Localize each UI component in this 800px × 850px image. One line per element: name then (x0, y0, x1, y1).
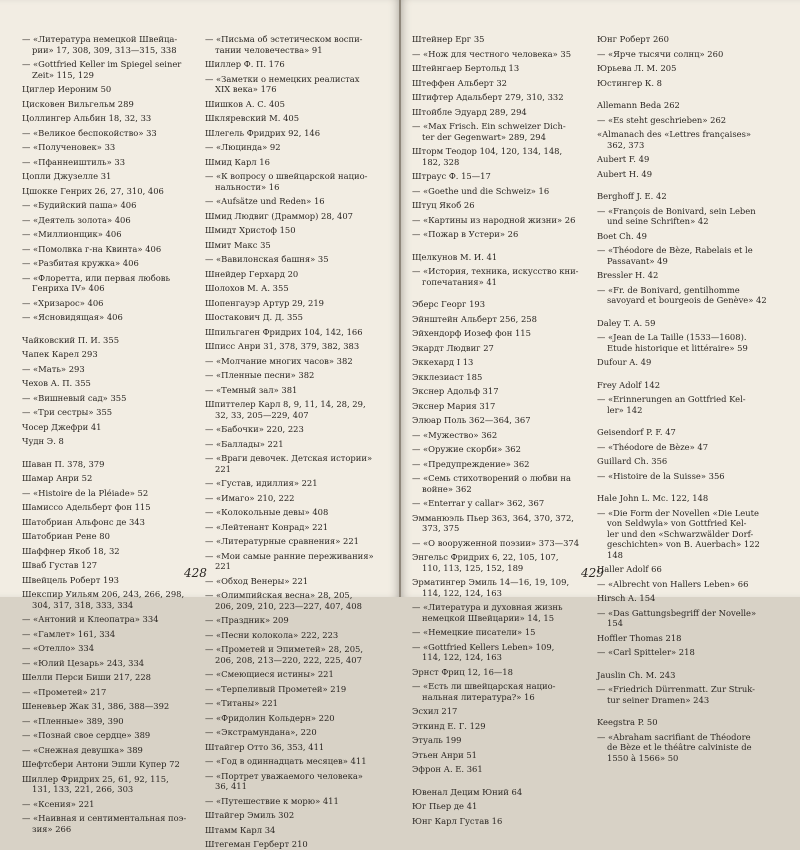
index-entry-line: Frey Adolf 142 (597, 379, 661, 390)
index-entry-line: 182, 328 (422, 156, 460, 167)
index-entry-line: 206, 209, 210, 223—227, 407, 408 (215, 600, 362, 611)
index-entry-line: — «Goethe und die Schweiz» 16 (412, 185, 550, 196)
index-entry-line: — «Ксения» 221 (22, 798, 95, 809)
index-entry-line: — «Вишневый сад» 355 (22, 392, 127, 403)
index-entry-line: Шкляревский М. 405 (205, 113, 300, 123)
index-entry-line: — «Имаго» 210, 222 (205, 492, 295, 503)
index-entry-line: — «Гамлет» 161, 334 (22, 628, 116, 639)
index-entry-line: Шолохов М. А. 355 (205, 283, 289, 293)
index-entry-line: Щелкунов М. И. 41 (412, 251, 498, 262)
left-page (0, 0, 399, 849)
index-entry-line: — «Предупреждение» 362 (412, 458, 530, 469)
index-entry-line: tur seiner Dramen» 243 (607, 694, 710, 705)
index-entry-line: — «Помолвка г-на Квинта» 406 (22, 243, 162, 254)
index-entry-line: Hale John L. Mc. 122, 148 (597, 493, 709, 503)
index-entry-line: de Bèze et le théâtre calviniste de (607, 742, 752, 752)
index-entry-line: — «Пожар в Устери» 26 (412, 229, 519, 239)
section-gap (412, 287, 586, 295)
index-entry-line: 154 (607, 618, 623, 628)
section-gap (22, 323, 196, 331)
index-entry-line: Шефтсбери Антони Эшли Купер 72 (22, 759, 180, 769)
index-entry-line: Штифтер Адальберт 279, 310, 332 (412, 92, 564, 102)
index-entry-line: Юнг Карл Густав 16 (412, 815, 503, 826)
index-entry-line: — «François de Bonivard, sein Leben (597, 205, 756, 216)
section-gap (597, 179, 771, 187)
index-entry-line: нальности» 16 (215, 181, 280, 192)
index-entry-line: — «О вооруженной поэзии» 373—374 (412, 537, 580, 548)
index-entry-line: Этьен Анри 51 (412, 749, 477, 760)
section-gap (597, 88, 771, 96)
index-entry-line: Эткинд Е. Г. 129 (412, 720, 486, 731)
index-entry-line: Шаффнер Якоб 18, 32 (22, 545, 120, 556)
index-entry-line: Шатобриан Рене 80 (22, 531, 110, 541)
index-entry-line: 110, 113, 125, 152, 189 (422, 562, 524, 573)
index-entry-line: — «Прометей и Эпиметей» 28, 205, (205, 644, 364, 654)
index-entry-line: Шишков А. С. 405 (205, 98, 285, 109)
index-entry-line: Шпильгаген Фридрих 104, 142, 166 (205, 326, 363, 337)
index-entry-line: Штамм Карл 34 (205, 824, 276, 835)
index-entry-line: Экснер Мария 317 (412, 400, 496, 411)
index-entry-line: Экснер Адольф 317 (412, 386, 499, 396)
index-entry-line: Keegstra P. 50 (597, 717, 658, 727)
index-entry-line: Цисковен Вильгельм 289 (22, 98, 134, 109)
index-entry-line: — «Мать» 293 (22, 363, 85, 374)
index-entry-line: — «Флоретта, или первая любовь (22, 272, 171, 283)
index-entry-line: Шекспир Уильям 206, 243, 266, 298, (22, 589, 185, 599)
index-entry-line: Эфрон А. Е. 361 (412, 764, 483, 774)
index-entry-line: Шмит Макс 35 (205, 239, 271, 250)
index-entry-line: Шеневьер Жак 31, 386, 388—392 (22, 701, 170, 711)
index-entry-line: — «Экстрамундана», 220 (205, 727, 317, 737)
index-entry-line: 221 (215, 561, 231, 571)
index-entry-line: Эйнштейн Альберт 256, 258 (412, 313, 537, 324)
index-entry-line: Эйхендорф Иозеф фон 115 (412, 328, 531, 338)
index-entry-line: Эрнст Фриц 12, 16—18 (412, 666, 513, 677)
index-entry-line: 206, 208, 213—220, 222, 225, 407 (215, 654, 362, 665)
section-gap (597, 658, 771, 666)
index-entry-line: Цшокке Генрих 26, 27, 310, 406 (22, 185, 164, 196)
index-entry-line: — «Густав, идиллия» 221 (205, 478, 318, 488)
index-entry-line: — «Снежная девушка» 389 (22, 744, 143, 755)
right-page-column-2 (597, 30, 771, 763)
index-entry-line: Guillard Ch. 356 (597, 456, 668, 466)
section-gap (597, 415, 771, 423)
index-entry-line: Hoffler Thomas 218 (597, 632, 682, 643)
index-entry-line: Швейцель Роберт 193 (22, 574, 120, 585)
index-entry-line: Etude historique et littéraire» 59 (607, 342, 748, 353)
index-entry-line: Шамар Анри 52 (22, 473, 93, 483)
index-entry-line: — «Юлий Цезарь» 243, 334 (22, 657, 145, 668)
index-entry-line: Шелли Перси Биши 217, 228 (22, 672, 152, 682)
index-entry-line: — «Семь стихотворений о любви на (412, 473, 571, 483)
index-entry-line: Юстингер К. 8 (597, 77, 662, 88)
index-entry-line: — «Лейтенант Конрад» 221 (205, 521, 329, 532)
index-entry-line: Чапек Карел 293 (22, 349, 98, 359)
index-entry-line: Штраус Ф. 15—17 (412, 171, 491, 181)
index-entry-line: Шатобриан Альфонс де 343 (22, 516, 145, 527)
index-entry-line: 36, 411 (215, 781, 247, 791)
index-entry-line: 304, 317, 318, 333, 334 (32, 599, 134, 610)
index-entry-line: — «Год в одиннадцать месяцев» 411 (205, 756, 367, 766)
index-entry-line: — «Ясновидящая» 406 (22, 312, 123, 322)
index-entry-line: — «Темный зал» 381 (205, 384, 298, 395)
right-page (401, 0, 800, 826)
index-entry-line: — «Люцинда» 92 (205, 142, 281, 152)
index-entry-line: — «Враги девочек. Детская истории» (205, 453, 373, 463)
index-entry-line: — «Миллионщик» 406 (22, 229, 122, 239)
index-entry-line: Jauslin Ch. M. 243 (597, 669, 676, 680)
index-entry-line: — «Мужество» 362 (412, 429, 498, 440)
index-entry-line: — «Обход Венеры» 221 (205, 575, 309, 586)
section-gap (597, 705, 771, 713)
index-entry-line: Шиллер Ф. П. 176 (205, 59, 285, 69)
index-entry-line: Юрьева Л. М. 205 (597, 63, 677, 73)
section-gap (597, 306, 771, 314)
index-entry-line: Hirsch A. 154 (597, 593, 656, 603)
index-entry-line: — «Письма об эстетическом воспи- (205, 34, 363, 44)
index-entry-line: Штейнер Ерг 35 (412, 34, 485, 44)
index-entry-line: — «Антоний и Клеопатра» 334 (22, 614, 159, 624)
index-entry-line: — «Песни колокола» 222, 223 (205, 629, 339, 640)
index-entry-line: Allemann Beda 262 (597, 100, 680, 110)
section-gap (412, 775, 586, 783)
index-entry-line: Шопенгауэр Артур 29, 219 (205, 297, 324, 308)
index-entry-line: ler und den «Schwarzwälder Dorf- (607, 528, 754, 539)
section-gap (597, 368, 771, 376)
index-entry-line: гопечатания» 41 (422, 276, 498, 287)
index-entry-line: Шмид Людвиг (Драммор) 28, 407 (205, 210, 354, 221)
index-entry-line: savoyard et bourgeois de Genève» 42 (607, 295, 767, 305)
index-entry-line: — «Histoire de la Suisse» 356 (597, 470, 725, 481)
index-entry-line: Шлегель Фридрих 92, 146 (205, 127, 321, 138)
index-entry-line: — «Friedrich Dürrenmatt. Zur Struk- (597, 684, 755, 694)
index-entry-line: — «Théodore de Bèze, Rabelais et le (597, 245, 753, 255)
index-entry-line: und seine Schriften» 42 (607, 216, 709, 226)
index-entry-line: von Seldwyla» von Gottfried Kel- (607, 518, 747, 528)
index-entry-line: — «Наивная и сентиментальная поэ- (22, 813, 187, 823)
index-entry-line: Ювенал Децим Юний 64 (412, 786, 523, 797)
index-entry-line: Циглер Иероним 50 (22, 84, 112, 94)
index-entry-line: Daley T. A. 59 (597, 317, 656, 328)
index-entry-line: Штеффен Альберт 32 (412, 77, 507, 88)
index-entry-line: 1550 à 1566» 50 (607, 752, 679, 763)
index-entry-line: — «Литература и духовная жизнь (412, 602, 563, 612)
index-entry-line: Эберс Георг 193 (412, 299, 486, 309)
index-entry-line: — «Картины из народной жизни» 26 (412, 214, 576, 225)
index-entry-line: — «Познай свое сердце» 389 (22, 730, 151, 740)
index-entry-line: — «Erinnerungen an Gottfried Kel- (597, 394, 746, 404)
index-entry-line: Berghoff J. E. 42 (597, 191, 667, 201)
index-entry-line: — «К вопросу о швейцарской нацио- (205, 171, 368, 181)
index-entry-line: Шамиссо Адельберт фон 115 (22, 502, 151, 512)
index-entry-line: — «Die Form der Novellen «Die Leute (597, 507, 759, 518)
index-entry-line: ler» 142 (607, 404, 643, 415)
index-entry-line: войне» 362 (422, 483, 472, 494)
index-entry-line: Шостакович Д. Д. 355 (205, 312, 303, 322)
index-entry-line: 148 (607, 549, 623, 560)
index-entry-line: Экардт Людвиг 27 (412, 342, 494, 353)
index-entry-line: — «Fr. de Bonivard, gentilhomme (597, 284, 740, 295)
index-entry-line: Boet Ch. 49 (597, 230, 647, 241)
index-entry-line: Штейнгаер Бертольд 13 (412, 63, 520, 73)
index-entry-line: Эмманюэль Пьер 363, 364, 370, 372, (412, 512, 574, 523)
index-entry-line: — «Фридолин Кольдерн» 220 (205, 712, 335, 723)
index-entry-line: — «Abraham sacrifiant de Théodore (597, 731, 751, 742)
index-entry-line: «Almanach des «Lettres françaises» (597, 129, 752, 139)
index-entry-line: зия» 266 (32, 823, 72, 834)
index-entry-line: — «Albrecht von Hallers Leben» 66 (597, 578, 749, 589)
index-entry-line: Шаван П. 378, 379 (22, 458, 105, 469)
left-page-column-1 (22, 30, 196, 834)
index-entry-line: — «Есть ли швейцарская нацио- (412, 681, 556, 691)
index-entry-line: Цоллингер Альбин 18, 32, 33 (22, 113, 152, 123)
index-entry-line: Passavant» 49 (607, 255, 668, 266)
index-entry-line: тании человечества» 91 (215, 44, 323, 55)
index-entry-line: Элюар Поль 362—364, 367 (412, 415, 531, 425)
index-entry-line: Шнейдер Герхард 20 (205, 268, 299, 279)
index-entry-line: — «Gottfried Kellers Leben» 109, (412, 641, 555, 652)
index-entry-line: — «Пфаннеиштиль» 33 (22, 156, 126, 167)
index-entry-line: — «Разбитая кружка» 406 (22, 258, 139, 268)
index-entry-line: — «Отелло» 334 (22, 643, 95, 653)
index-entry-line: Шмид Карл 16 (205, 156, 270, 167)
index-entry-line: Штуц Якоб 26 (412, 200, 475, 210)
index-entry-line: — «Титаны» 221 (205, 698, 278, 708)
index-entry-line: — «Молчание многих часов» 382 (205, 355, 353, 366)
index-entry-line: — «Портрет уважаемого человека» (205, 770, 363, 781)
index-entry-line: — «Полученовек» 33 (22, 142, 116, 152)
index-entry-line: Штойбле Эдуард 289, 294 (412, 106, 527, 117)
index-entry-line: Aubert F. 49 (597, 154, 650, 164)
index-entry-line: ter der Gegenwart» 289, 294 (422, 131, 546, 142)
index-entry-line: Штайгер Отто 36, 353, 411 (205, 741, 325, 752)
index-entry-line: — «Праздник» 209 (205, 615, 289, 625)
index-entry-line: 362, 373 (607, 139, 645, 150)
index-entry-line: — «Будийский паша» 406 (22, 200, 137, 210)
index-entry-line: Geisendorf P. F. 47 (597, 427, 676, 437)
index-entry-line: — «Enterrar y callar» 362, 367 (412, 498, 545, 508)
index-entry-line: — «Histoire de la Pléiade» 52 (22, 487, 149, 498)
index-entry-line: Этуаль 199 (412, 735, 462, 745)
index-entry-line: Эккехард I 13 (412, 357, 474, 367)
index-entry-line: Юг Пьер де 41 (412, 801, 478, 811)
index-entry-line: — «Gottfried Keller im Spiegel seiner (22, 59, 182, 69)
index-entry-line: — «Es steht geschrieben» 262 (597, 114, 727, 125)
index-entry-line: Haller Adolf 66 (597, 564, 662, 574)
index-entry-line: — «Пленные» 389, 390 (22, 715, 124, 726)
left-page-column-2 (205, 30, 379, 850)
index-entry-line: — «Баллады» 221 (205, 438, 284, 449)
index-entry-line: — «Олимпийская весна» 28, 205, (205, 590, 353, 600)
left-page-number: 428 (184, 566, 207, 580)
index-entry-line: — «Хризарос» 406 (22, 297, 104, 308)
index-entry-line: Шпиттелер Карл 8, 9, 11, 14, 28, 29, (205, 399, 366, 409)
index-entry-line: — «Путешествие к морю» 411 (205, 795, 339, 806)
index-entry-line: — «Théodore de Bèze» 47 (597, 441, 709, 452)
index-entry-line: — «Вавилонская башня» 35 (205, 254, 329, 264)
index-entry-line: Zeit» 115, 129 (32, 69, 94, 80)
index-entry-line: Dufour A. 49 (597, 357, 652, 367)
index-entry-line: немецкой Швейцарии» 14, 15 (422, 612, 555, 623)
index-entry-line: — «Aufsätze und Reden» 16 (205, 196, 325, 206)
index-entry-line: 131, 133, 221, 266, 303 (32, 784, 134, 794)
index-entry-line: — «Великое беспокойство» 33 (22, 127, 157, 138)
index-entry-line: нальная литература?» 16 (422, 691, 535, 702)
index-entry-line: — «Carl Spitteler» 218 (597, 647, 695, 657)
index-entry-line: Bressler H. 42 (597, 270, 659, 280)
index-entry-line: Эрматингер Эмиль 14—16, 19, 109, (412, 577, 570, 587)
index-entry-line: Чехов А. П. 355 (22, 378, 91, 388)
index-entry-line: — «Три сестры» 355 (22, 407, 113, 417)
index-entry-line: 32, 33, 205—229, 407 (215, 409, 309, 420)
index-entry-line: — «Литературные сравнения» 221 (205, 536, 359, 546)
index-entry-line: — «Заметки о немецких реалистах (205, 73, 360, 84)
index-entry-line: — «Ярче тысячи солнц» 260 (597, 48, 724, 59)
index-entry-line: Чосер Джефри 41 (22, 421, 102, 432)
index-entry-line: Энгельс Фридрих 6, 22, 105, 107, (412, 552, 559, 562)
index-entry-line: — «Мои самые ранние переживания» (205, 550, 374, 561)
index-entry-line: Чайковский П. И. 355 (22, 334, 120, 345)
index-entry-line: Шписс Анри 31, 378, 379, 382, 383 (205, 341, 360, 351)
index-entry-line: 114, 122, 124, 163 (422, 587, 502, 598)
index-entry-line: — «Бабочки» 220, 223 (205, 424, 304, 434)
section-gap (597, 481, 771, 489)
index-entry-line: Юнг Роберт 260 (597, 34, 669, 44)
index-entry-line: XIX века» 176 (215, 84, 277, 94)
right-page-column-1 (412, 30, 586, 826)
index-entry-line: geschichten» von B. Auerbach» 122 (607, 539, 760, 549)
index-entry-line: Штегеман Герберт 210 (205, 839, 308, 849)
index-entry-line: — «Деятель золота» 406 (22, 214, 131, 225)
right-page-number: 429 (581, 566, 604, 580)
index-entry-line: — «Оружие скорби» 362 (412, 444, 521, 454)
index-entry-line: Эсхил 217 (412, 706, 458, 716)
index-entry-line: Шмидт Христоф 150 (205, 225, 296, 235)
index-entry-line: Шиллер Фридрих 25, 61, 92, 115, (22, 773, 169, 784)
index-entry-line: — «Колокольные девы» 408 (205, 507, 329, 517)
section-gap (412, 240, 586, 248)
index-entry-line: — «Прометей» 217 (22, 686, 107, 697)
index-entry-line: — «Нож для честного человека» 35 (412, 48, 572, 59)
index-entry-line: Цопли Джузелле 31 (22, 171, 112, 181)
index-entry-line: Генриха IV» 406 (32, 283, 105, 293)
index-entry-line: — «Das Gattungsbegriff der Novelle» (597, 607, 757, 618)
index-entry-line: рии» 17, 308, 309, 313—315, 338 (32, 44, 177, 55)
index-entry-line: — «Jean de La Taille (1533—1608). (597, 332, 747, 342)
index-entry-line: — «Литература немецкой Швейца- (22, 34, 178, 44)
section-gap (22, 447, 196, 455)
index-entry-line: — «История, техника, искусство кни- (412, 266, 579, 276)
index-entry-line: 221 (215, 463, 231, 474)
index-entry-line: Шторм Теодор 104, 120, 134, 148, (412, 146, 563, 156)
index-entry-line: Чудн Э. 8 (22, 436, 64, 446)
index-entry-line: 373, 375 (422, 523, 460, 533)
index-entry-line: Экклезиаст 185 (412, 371, 483, 382)
index-entry-line: Штайгер Эмиль 302 (205, 810, 295, 820)
index-entry-line: — «Немецкие писатели» 15 (412, 627, 536, 637)
index-entry-line: — «Max Frisch. Ein schweizer Dich- (412, 121, 566, 131)
index-entry-line: — «Терпеливый Прометей» 219 (205, 683, 347, 694)
index-entry-line: Шваб Густав 127 (22, 560, 98, 570)
index-entry-line: — «Смеющиеся истины» 221 (205, 669, 334, 679)
index-entry-line: — «Пленные песни» 382 (205, 370, 315, 380)
index-entry-line: Aubert H. 49 (597, 168, 653, 179)
index-entry-line: 114, 122, 124, 163 (422, 652, 502, 662)
